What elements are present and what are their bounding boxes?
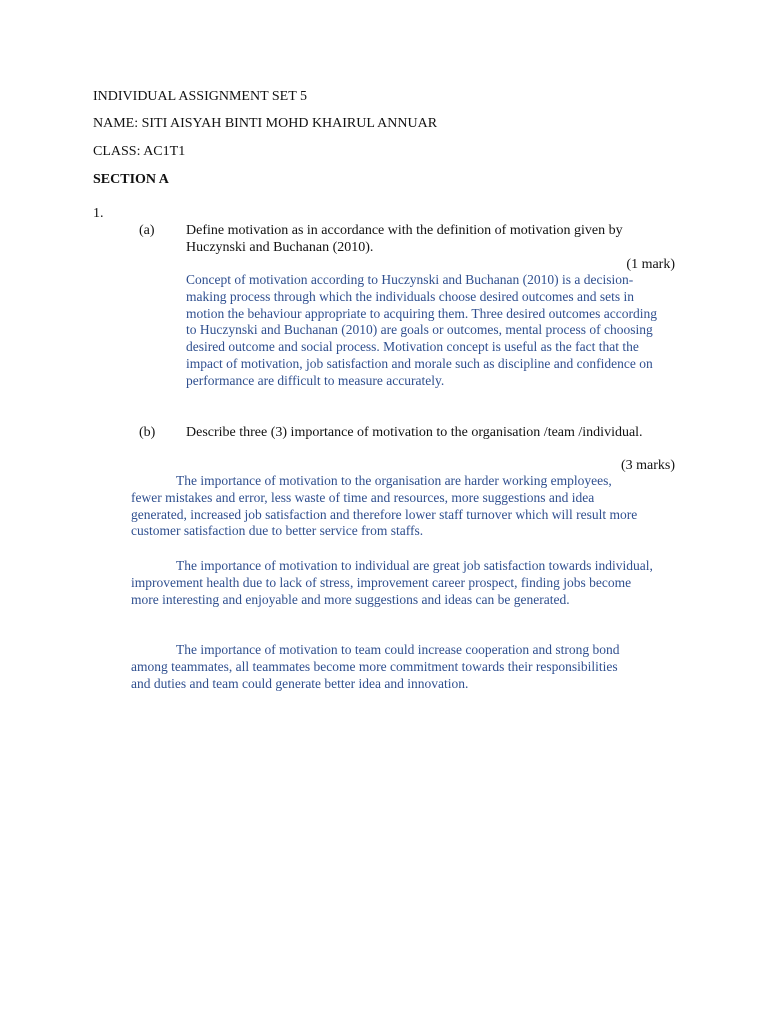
section-heading: SECTION A	[93, 172, 169, 187]
part-b-label: (b)	[139, 425, 156, 440]
answer-team: The importance of motivation to team could increase cooperation and strong bond among teammates, all teammates become more commitment towards their responsibilities and duties and team could generate better idea and innovation.	[131, 642, 620, 691]
part-b-marks: (3 marks)	[620, 458, 675, 473]
class-label: CLASS: AC1T1	[93, 144, 186, 159]
part-a-marks: (1 mark)	[626, 257, 675, 272]
assignment-title: INDIVIDUAL ASSIGNMENT SET 5	[93, 89, 308, 104]
part-a-answer: Concept of motivation according to Huczynski and Buchanan (2010) is a decision-making process through which the individuals choose desired outcomes and sets in motion the behaviour appropriate to acquiring them. Three desired outcomes according to Huczynski and Buchanan (2010) are goals or outcomes, mental process of choosing desired outcome and social process. Motivation concept is useful as the fact that the impact of motivation, job satisfaction and morale such as discipline and confidence on performance are difficult to measure accurately.	[186, 272, 657, 388]
student-name: NAME: SITI AISYAH BINTI MOHD KHAIRUL ANNUAR	[93, 116, 438, 131]
answer-individual: The importance of motivation to individual are great job satisfaction towards individual, improvement health due to lack of stress, improvement career prospect, finding jobs become more interesting and enjoyable and more suggestions and ideas can be generated.	[131, 558, 653, 607]
part-a-question: Define motivation as in accordance with the definition of motivation given by Huczynski and Buchanan (2010).	[186, 223, 623, 255]
answer-organisation: The importance of motivation to the organisation are harder working employees, fewer mistakes and error, less waste of time and resources, more suggestions and idea generated, increased job satisfaction and therefore lower staff turnover which will result more customer satisfaction due to better service from staffs.	[131, 473, 638, 539]
question-number: 1.	[93, 206, 104, 221]
part-a-label: (a)	[139, 223, 155, 238]
part-b-question: Describe three (3) importance of motivation to the organisation /team /individual.	[186, 425, 643, 440]
